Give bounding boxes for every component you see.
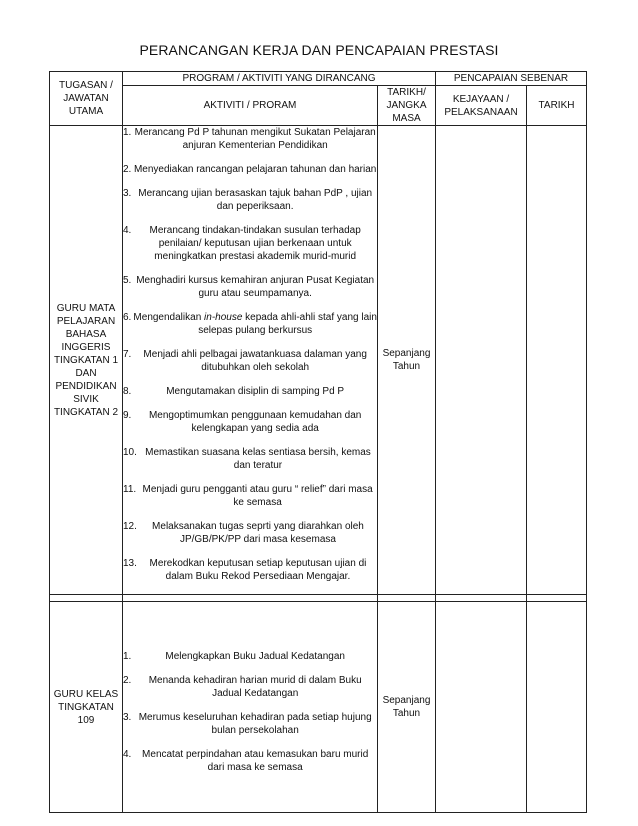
list-item: 4. Mencatat perpindahan atau kemasukan baru murid dari masa ke semasa	[123, 748, 369, 773]
task-cell: GURU KELAS TINGKATAN 109	[50, 602, 123, 813]
header-implementation: KEJAYAAN / PELAKSANAAN	[436, 86, 527, 126]
activity-cell	[123, 126, 378, 595]
header-row-sub	[50, 86, 587, 126]
header-date: TARIKH	[527, 86, 587, 126]
list-item: 5. Menghadiri kursus kemahiran anjuran Pusat Kegiatan guru atau seumpamanya.	[123, 275, 375, 299]
implementation-cell	[436, 602, 527, 813]
period-cell: Sepanjang Tahun	[378, 126, 436, 595]
list-item: 6. Mengendalikan in-house kepada ahli-ahli staf yang lain selepas pulang berkursus	[123, 312, 377, 336]
table-row	[50, 126, 587, 595]
list-item: 2. Menyediakan rancangan pelajaran tahunan dan harian	[123, 164, 377, 175]
page-title: PERANCANGAN KERJA DAN PENCAPAIAN PRESTASI	[139, 42, 499, 58]
list-item: 3. Merancang ujian berasaskan tajuk bahan PdP , ujian dan peperiksaan.	[123, 188, 373, 212]
activity-cell	[123, 602, 378, 813]
list-item: 13. Merekodkan keputusan setiap keputusan ujian di dalam Buku Rekod Persediaan Mengajar.	[123, 558, 367, 582]
list-item: 1. Melengkapkan Buku Jadual Kedatangan	[123, 650, 345, 662]
row-spacer	[50, 595, 587, 602]
list-item: 7. Menjadi ahli pelbagai jawatankuasa dalaman yang ditubuhkan oleh sekolah	[123, 349, 367, 373]
period-cell: Sepanjang Tahun	[378, 602, 436, 813]
list-item: 1. Merancang Pd P tahunan mengikut Sukatan Pelajaran anjuran Kementerian Pendidikan	[123, 127, 376, 151]
task-cell: GURU MATA PELAJARAN BAHASA INGGERIS TINGKATAN 1 DAN PENDIDIKAN SIVIK TINGKATAN 2	[50, 126, 123, 595]
list-item: 12. Melaksanakan tugas seprti yang diarahkan oleh JP/GB/PK/PP dari masa kesemasa	[123, 521, 364, 545]
header-achievement-group: PENCAPAIAN SEBENAR	[436, 72, 587, 86]
activity-list	[123, 650, 377, 774]
header-task: TUGASAN / JAWATAN UTAMA	[50, 72, 123, 126]
list-item: 3. Merumus keseluruhan kehadiran pada setiap hujung bulan persekolahan	[123, 711, 372, 736]
list-item: 2. Menanda kehadiran harian murid di dalam Buku Jadual Kedatangan	[123, 674, 362, 699]
work-plan-table	[49, 71, 587, 813]
list-item: 8. Mengutamakan disiplin di samping Pd P	[123, 386, 345, 397]
list-item: 10. Memastikan suasana kelas sentiasa bersih, kemas dan teratur	[123, 447, 371, 471]
list-item: 11. Menjadi guru pengganti atau guru “ relief” dari masa ke semasa	[123, 484, 373, 508]
list-item: 9. Mengoptimumkan penggunaan kemudahan dan kelengkapan yang sedia ada	[123, 410, 362, 434]
date-cell	[527, 126, 587, 595]
table-row	[50, 602, 587, 813]
implementation-cell	[436, 126, 527, 595]
header-row-top	[50, 72, 587, 86]
header-program-group: PROGRAM / AKTIVITI YANG DIRANCANG	[123, 72, 436, 86]
list-item: 4. Merancang tindakan-tindakan susulan terhadap penilaian/ keputusan ujian berkenaan untuk meningkatkan prestasi akademik murid-murid	[123, 225, 361, 262]
header-activity: AKTIVITI / PRORAM	[123, 86, 378, 126]
activity-list	[123, 126, 377, 583]
header-date-period: TARIKH/ JANGKA MASA	[378, 86, 436, 126]
date-cell	[527, 602, 587, 813]
